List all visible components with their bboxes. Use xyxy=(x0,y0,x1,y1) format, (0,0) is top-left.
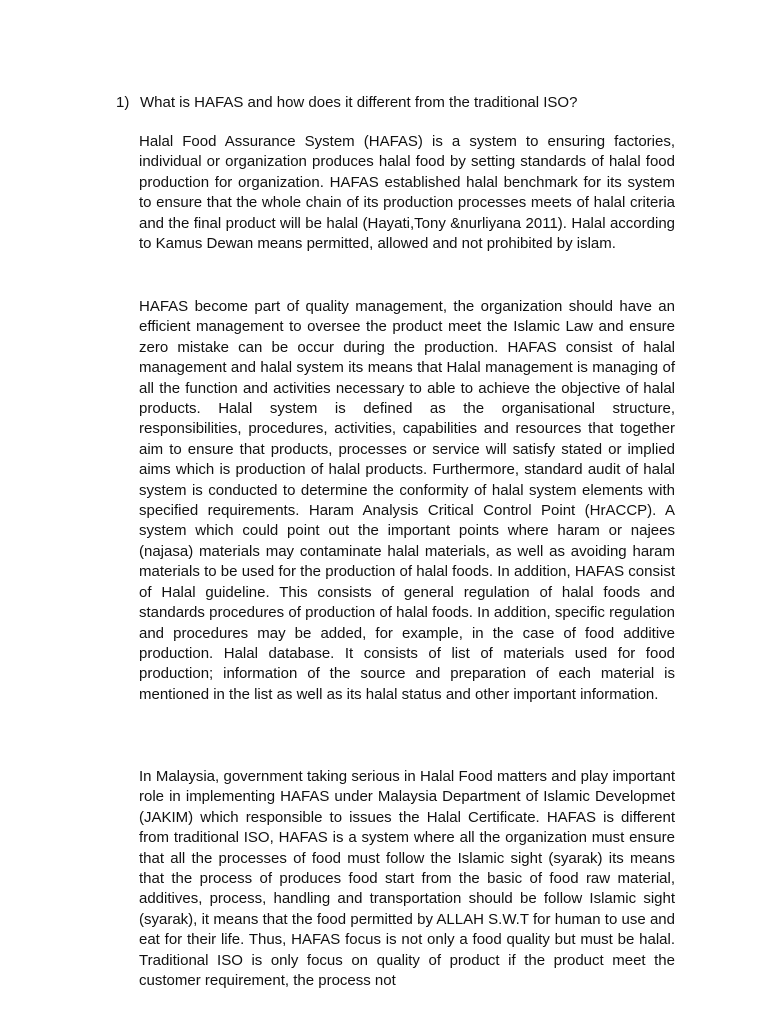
paragraph-quality-management: HAFAS become part of quality management, the organization should have an efficient management to oversee the product meet the Islamic Law and ensure zero mistake can be occur during the production. HAFAS consist of halal management and halal system its means that Halal management is managing of all the function and activities necessary to able to achieve the objective of halal products. Halal system is defined as the organisational structure, responsibilities, procedures, activities, capabilities and resources that together aim to ensure that products, processes or service will satisfy stated or implied aims which is production of halal products. Furthermore, standard audit of halal system is conducted to determine the conformity of halal system elements with specified requirements. Haram Analysis Critical Control Point (HrACCP). A system which could point out the important points where haram or najees (najasa) materials may contaminate halal materials, as well as avoiding haram materials to be used for the production of halal foods. In addition, HAFAS consist of Halal guideline. This consists of general regulation of halal foods and standards procedures of production of halal foods. In addition, specific regulation and procedures may be added, for example, in the case of food additive production. Halal database. It consists of list of materials used for food production; information of the source and preparation of each material is mentioned in the list as well as its halal status and other important information. xyxy=(139,298,675,703)
paragraph-hafas-definition: Halal Food Assurance System (HAFAS) is a system to ensuring factories, individual or organization produces halal food by setting standards of halal food production for organization. HAFAS established halal benchmark for its system to ensure that the whole chain of its production processes meets of halal criteria and the final product will be halal (Hayati,Tony &nurliyana 2011). Halal according to Kamus Dewan means permitted, allowed and not prohibited by islam. xyxy=(139,133,675,253)
paragraph-malaysia-hafas: In Malaysia, government taking serious in Halal Food matters and play important role in implementing HAFAS under Malaysia Department of Islamic Developmet (JAKIM) which responsible to issues the Halal Certificate. HAFAS is different from traditional ISO, HAFAS is a system where all the organization must ensure that all the processes of food must follow the Islamic sight (syarak) its means that the process of produces food start from the basic of food raw material, additives, process, handling and transportation should be follow Islamic sight (syarak), it means that the food permitted by ALLAH S.W.T for human to use and eat for their life. Thus, HAFAS focus is not only a food quality but must be halal. Traditional ISO is only focus on quality of product if the product meet the customer requirement, the process not xyxy=(139,768,675,990)
question-number: 1) xyxy=(116,94,130,111)
question-heading xyxy=(116,93,577,113)
question-text: What is HAFAS and how does it different from the traditional ISO? xyxy=(140,94,578,111)
